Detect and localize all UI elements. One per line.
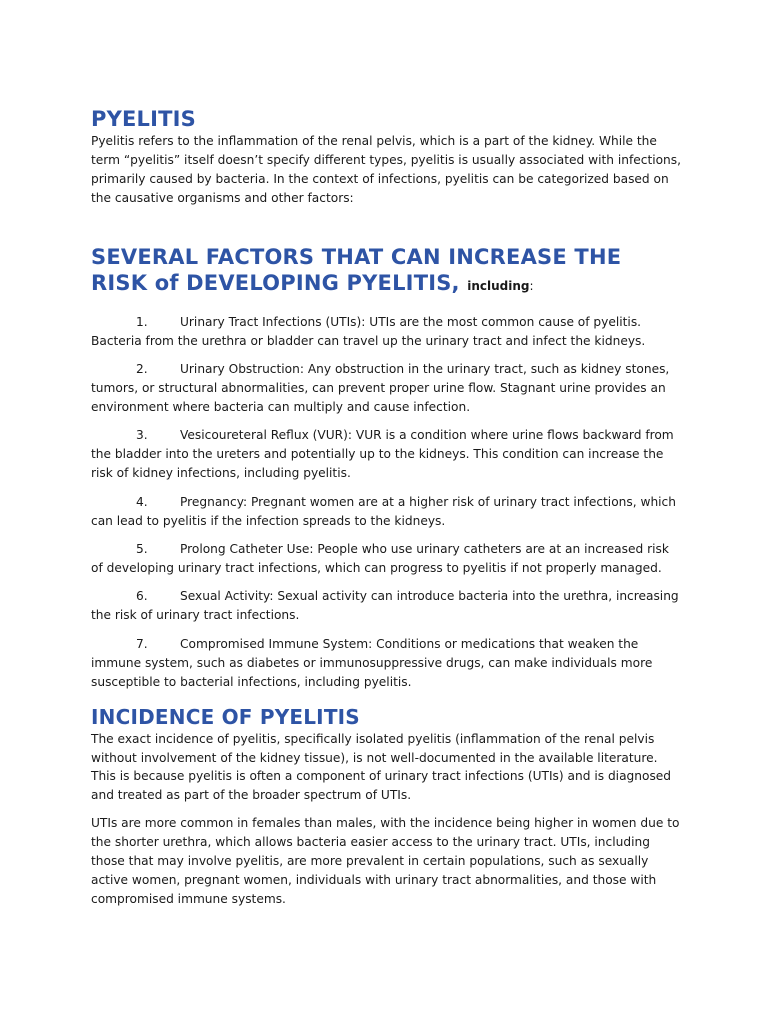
- list-item-text: Urinary Obstruction: Any obstruction in the urinary tract, such as kidney stones, tumors, or structural abnormalities, can prevent proper urine flow. Stagnant urine provides an environment where bacteria can multiply and cause infection.: [91, 362, 670, 414]
- list-item: [91, 426, 681, 483]
- list-item-number: 6.: [136, 589, 148, 604]
- list-item-number: 7.: [136, 636, 148, 651]
- section-title-risk-factors: [91, 244, 681, 299]
- including-label: including: [467, 278, 530, 293]
- list-item: [91, 540, 681, 578]
- list-item-number: 5.: [136, 542, 148, 557]
- document-content: [91, 106, 681, 909]
- section-title-pyelitis: PYELITIS: [91, 107, 197, 131]
- list-item-number: 2.: [136, 362, 148, 377]
- risk-factors-heading-text: SEVERAL FACTORS THAT CAN INCREASE THE RISK of DEVELOPING PYELITIS,: [91, 244, 622, 295]
- list-item-text: Pregnancy: Pregnant women are at a higher risk of urinary tract infections, which can lead to pyelitis if the infection spreads to the kidneys.: [91, 494, 676, 528]
- list-item: [91, 587, 681, 625]
- including-colon: :: [529, 278, 534, 293]
- list-item-text: Sexual Activity: Sexual activity can introduce bacteria into the urethra, increasing the risk of urinary tract infections.: [91, 589, 679, 623]
- list-item-number: 3.: [136, 428, 148, 443]
- section-title-incidence: INCIDENCE OF PYELITIS: [91, 704, 360, 729]
- incidence-paragraph: The exact incidence of pyelitis, specifically isolated pyelitis (inflammation of the renal pelvis without involvement of the kidney tissue), is not well-documented in the available literature. This is because pyelitis is often a component of urinary tract infections (UTIs) and is diagnosed and treated as part of the broader spectrum of UTIs.: [91, 731, 672, 803]
- list-item-text: Compromised Immune System: Conditions or medications that weaken the immune system, such as diabetes or immunosuppressive drugs, can make individuals more susceptible to bacterial infections, including pyelitis.: [91, 636, 653, 689]
- risk-factors-list: [91, 313, 681, 692]
- list-item: [91, 313, 681, 351]
- list-item-number: 4.: [136, 494, 148, 509]
- list-item: [91, 360, 681, 417]
- list-item-number: 1.: [136, 314, 148, 329]
- list-item: [91, 493, 681, 531]
- list-item-text: Prolong Catheter Use: People who use urinary catheters are at an increased risk of developing urinary tract infections, which can progress to pyelitis if not properly managed.: [91, 542, 669, 575]
- list-item-text: Vesicoureteral Reflux (VUR): VUR is a condition where urine flows backward from the bladder into the ureters and potentially up to the kidneys. This condition can increase the risk of kidney infections, including pyelitis.: [91, 428, 674, 481]
- list-item-text: Urinary Tract Infections (UTIs): UTIs are the most common cause of pyelitis. Bacteria from the urethra or bladder can travel up the urinary tract and infect the kidneys.: [91, 314, 646, 348]
- intro-paragraph: Pyelitis refers to the inflammation of the renal pelvis, which is a part of the kidney. While the term “pyelitis” itself doesn’t specify different types, pyelitis is usually associated with infections, primarily caused by bacteria. In the context of infections, pyelitis can be categorized based on the causative organisms and other factors:: [91, 134, 682, 205]
- incidence-paragraph: UTIs are more common in females than males, with the incidence being higher in women due to the shorter urethra, which allows bacteria easier access to the urinary tract. UTIs, including those that may involve pyelitis, are more prevalent in certain populations, such as sexually active women, pregnant women, individuals with urinary tract abnormalities, and those with compromised immune systems.: [91, 816, 680, 906]
- list-item: [91, 635, 681, 692]
